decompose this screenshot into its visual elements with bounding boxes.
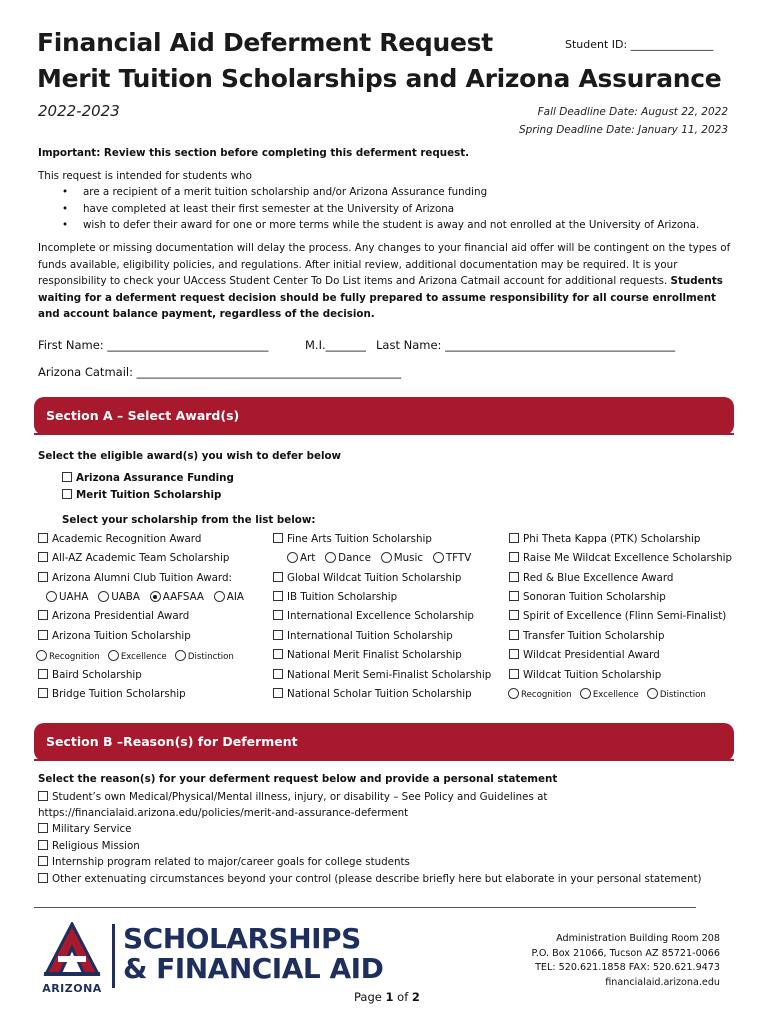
scholarship-spirit[interactable] [509, 610, 726, 622]
scholarship-intl-tuition[interactable] [273, 630, 453, 642]
scholarship-label: Fine Arts Tuition Scholarship [287, 533, 432, 545]
fine-arts-options [287, 552, 471, 564]
award-label: Merit Tuition Scholarship [76, 489, 222, 501]
scholarship-label: Red & Blue Excellence Award [523, 572, 674, 584]
first-name-field[interactable]: First Name: ____________________________ [38, 338, 269, 352]
radio-aafsaa[interactable] [150, 591, 161, 602]
form-title: Financial Aid Deferment Request [37, 28, 493, 57]
checkbox[interactable] [509, 572, 519, 582]
checkbox[interactable] [38, 572, 48, 582]
scholarship-ptk[interactable] [509, 533, 700, 545]
scholarship-intl-excellence[interactable] [273, 610, 474, 622]
radio-aia[interactable] [214, 591, 225, 602]
eligibility-item: • have completed at least their first semester at the University of Arizona [38, 201, 738, 218]
award-type-merit[interactable] [62, 489, 221, 501]
scholarship-label: IB Tuition Scholarship [287, 591, 398, 603]
radio-dance[interactable] [325, 552, 336, 563]
scholarship-national-scholar[interactable] [273, 688, 472, 700]
section-a-instruction: Select the eligible award(s) you wish to defer below [38, 450, 342, 462]
scholarship-label: Arizona Alumni Club Tuition Award: [52, 572, 232, 584]
option-label: Distinction [659, 690, 706, 700]
checkbox[interactable] [509, 630, 519, 640]
page-word: Page [354, 990, 382, 1004]
section-a-divider [34, 433, 734, 435]
option-label: Dance [338, 552, 371, 564]
scholarship-label: All-AZ Academic Team Scholarship [52, 552, 230, 564]
radio-tftv[interactable] [433, 552, 444, 563]
scholarship-arizona-presidential[interactable] [38, 610, 189, 622]
scholarship-baird[interactable] [38, 669, 142, 681]
award-type-assurance[interactable] [62, 472, 234, 484]
radio-excellence[interactable] [108, 650, 119, 661]
scholarship-bridge[interactable] [38, 688, 186, 700]
option-label: Music [393, 552, 424, 564]
page-total: 2 [411, 990, 420, 1004]
reason-internship[interactable] [38, 856, 410, 868]
checkbox[interactable] [38, 856, 48, 866]
checkbox[interactable] [62, 489, 72, 499]
radio-music[interactable] [381, 552, 392, 563]
important-note: Important: Review this section before completing this deferment request. [38, 147, 470, 159]
policy-url[interactable]: https://financialaid.arizona.edu/policies/merit-and-assurance-deferment [38, 807, 409, 819]
section-b-divider [34, 759, 734, 761]
logo-line-1: SCHOLARSHIPS [123, 922, 361, 955]
academic-year: 2022-2023 [38, 102, 120, 120]
scholarship-list-label: Select your scholarship from the list below: [62, 514, 316, 526]
radio-distinction[interactable] [647, 688, 658, 699]
scholarship-label: Global Wildcat Tuition Scholarship [287, 572, 462, 584]
section-a-header: Section A – Select Award(s) [34, 397, 734, 435]
checkbox[interactable] [38, 610, 48, 620]
middle-initial-field[interactable]: M.I._______ [305, 338, 366, 352]
scholarship-sonoran[interactable] [509, 591, 666, 603]
scholarship-label: National Merit Semi-Finalist Scholarship [287, 669, 492, 681]
address-line: P.O. Box 21066, Tucson AZ 85721-0066 [531, 947, 720, 959]
option-label: TFTV [445, 552, 472, 564]
checkbox[interactable] [38, 823, 48, 833]
option-label: Recognition [521, 690, 572, 700]
reason-label: Religious Mission [52, 840, 140, 852]
reason-label: Internship program related to major/career goals for college students [52, 856, 410, 868]
checkbox[interactable] [38, 791, 48, 801]
checkbox[interactable] [62, 472, 72, 482]
section-b-header: Section B –Reason(s) for Deferment [34, 723, 734, 761]
form-subtitle: Merit Tuition Scholarships and Arizona Assurance [37, 64, 722, 93]
checkbox[interactable] [509, 591, 519, 601]
option-label: Art [300, 552, 316, 564]
checkbox[interactable] [509, 649, 519, 659]
radio-distinction[interactable] [175, 650, 186, 661]
checkbox[interactable] [273, 630, 283, 640]
reason-religious[interactable] [38, 840, 140, 852]
scholarship-label: Transfer Tuition Scholarship [523, 630, 665, 642]
scholarship-ib[interactable] [273, 591, 397, 603]
logo-divider [112, 924, 115, 988]
last-name-field[interactable]: Last Name: ________________________________________ [376, 338, 676, 352]
tuition-level-options [36, 650, 234, 662]
page-of: of [397, 990, 409, 1004]
reason-medical[interactable] [38, 791, 547, 803]
scholarship-all-az[interactable] [38, 552, 229, 564]
scholarship-label: Wildcat Presidential Award [523, 649, 660, 661]
checkbox[interactable] [273, 688, 283, 698]
scholarship-academic-recognition[interactable] [38, 533, 201, 545]
checkbox[interactable] [273, 649, 283, 659]
scholarship-label: Bridge Tuition Scholarship [52, 688, 186, 700]
checkbox[interactable] [38, 840, 48, 850]
scholarship-nm-finalist[interactable] [273, 649, 462, 661]
scholarship-label: Baird Scholarship [52, 669, 142, 681]
page-number [354, 990, 420, 1004]
intro-lead: This request is intended for students who [38, 170, 252, 182]
footer-divider [34, 907, 696, 908]
checkbox[interactable] [509, 610, 519, 620]
scholarship-fine-arts[interactable] [273, 533, 432, 545]
scholarship-label: National Merit Finalist Scholarship [287, 649, 462, 661]
scholarship-label: Sonoran Tuition Scholarship [523, 591, 666, 603]
scholarship-label: Phi Theta Kappa (PTK) Scholarship [523, 533, 701, 545]
radio-uaba[interactable] [98, 591, 109, 602]
reason-military[interactable] [38, 823, 131, 835]
option-label: Excellence [120, 652, 167, 662]
reason-label: Military Service [52, 823, 132, 835]
scholarship-wildcat-presidential[interactable] [509, 649, 660, 661]
checkbox[interactable] [509, 552, 519, 562]
scholarship-label: Academic Recognition Award [52, 533, 202, 545]
reason-other[interactable] [38, 873, 702, 885]
checkbox[interactable] [509, 669, 519, 679]
radio-excellence[interactable] [580, 688, 591, 699]
checkbox[interactable] [38, 669, 48, 679]
checkbox[interactable] [273, 610, 283, 620]
eligibility-list [38, 184, 738, 234]
arizona-wordmark: ARIZONA [42, 982, 102, 995]
spring-deadline: Spring Deadline Date: January 11, 2023 [518, 124, 728, 136]
eligibility-item: • are a recipient of a merit tuition scholarship and/or Arizona Assurance funding [38, 184, 738, 201]
checkbox[interactable] [273, 669, 283, 679]
reason-label: Student’s own Medical/Physical/Mental illness, injury, or disability – See Policy and Guidelines at [52, 791, 548, 803]
radio-recognition[interactable] [508, 688, 519, 699]
option-label: Recognition [49, 652, 100, 662]
scholarship-arizona-tuition[interactable] [38, 630, 191, 642]
office-address [532, 932, 720, 990]
arizona-a-icon [40, 922, 104, 978]
scholarship-label: Wildcat Tuition Scholarship [523, 669, 662, 681]
scholarship-alumni-club[interactable] [38, 572, 232, 584]
scholarship-wildcat-tuition[interactable] [509, 669, 661, 681]
scholarship-label: National Scholar Tuition Scholarship [287, 688, 472, 700]
checkbox[interactable] [38, 688, 48, 698]
section-b-instruction: Select the reason(s) for your deferment request below and provide a personal statement [38, 773, 558, 785]
address-line: financialaid.arizona.edu [605, 976, 720, 988]
checkbox[interactable] [273, 591, 283, 601]
option-label: UABA [111, 591, 140, 603]
scholarship-label: International Excellence Scholarship [287, 610, 474, 622]
option-label: Distinction [187, 652, 234, 662]
policy-text: Incomplete or missing documentation will delay the process. Any changes to your financial aid offer will be contingent on the types of funds available, eligibility policies, and regulations. After initial review, additional documentation may be required. It is your responsibility to check your UAccess Student Center To Do List items and Arizona Catmail account for additional requests. [38, 242, 731, 288]
scholarship-label: Arizona Presidential Award [52, 610, 190, 622]
radio-uaha[interactable] [46, 591, 57, 602]
catmail-field[interactable]: Arizona Catmail: ______________________________________________ [38, 365, 402, 379]
scholarships-wordmark [123, 924, 383, 984]
checkbox[interactable] [38, 552, 48, 562]
checkbox[interactable] [509, 533, 519, 543]
page-current: 1 [385, 990, 394, 1004]
option-label: UAHA [59, 591, 89, 603]
address-line: Administration Building Room 208 [556, 933, 720, 944]
wildcat-level-options [508, 688, 706, 700]
scholarship-label: Arizona Tuition Scholarship [52, 630, 191, 642]
scholarship-transfer[interactable] [509, 630, 665, 642]
reason-label: Other extenuating circumstances beyond your control (please describe briefly here but elaborate in your personal statement) [52, 873, 702, 885]
student-id-field[interactable]: Student ID: _______________ [565, 38, 714, 51]
radio-recognition[interactable] [36, 650, 47, 661]
scholarship-global-wildcat[interactable] [273, 572, 461, 584]
scholarship-label: Spirit of Excellence (Flinn Semi-Finalist) [523, 610, 727, 622]
scholarship-label: International Tuition Scholarship [287, 630, 453, 642]
alumni-options [46, 591, 244, 603]
radio-art[interactable] [287, 552, 298, 563]
policy-paragraph [38, 240, 738, 323]
option-label: AIA [226, 591, 244, 603]
option-label: Excellence [592, 690, 639, 700]
logo-line-2: & FINANCIAL AID [123, 952, 384, 985]
fall-deadline: Fall Deadline Date: August 22, 2022 [537, 106, 728, 118]
address-line: TEL: 520.621.1858 FAX: 520.621.9473 [535, 962, 720, 973]
checkbox[interactable] [273, 572, 283, 582]
scholarship-raise-me[interactable] [509, 552, 732, 564]
scholarship-red-blue[interactable] [509, 572, 673, 584]
scholarship-label: Raise Me Wildcat Excellence Scholarship [523, 552, 733, 564]
policy-bold-text: Students waiting for a deferment request decision should be fully prepared to assume responsibility for all course enrollment and account balance payment, regardless of the decision. [38, 275, 723, 321]
checkbox[interactable] [273, 533, 283, 543]
arizona-logo [40, 922, 104, 995]
eligibility-item: • wish to defer their award for one or more terms while the student is away and not enrolled at the University of Arizona. [38, 217, 738, 234]
award-label: Arizona Assurance Funding [76, 472, 234, 484]
option-label: AAFSAA [162, 591, 204, 603]
checkbox[interactable] [38, 533, 48, 543]
checkbox[interactable] [38, 630, 48, 640]
checkbox[interactable] [38, 873, 48, 883]
scholarship-nm-semifinalist[interactable] [273, 669, 491, 681]
